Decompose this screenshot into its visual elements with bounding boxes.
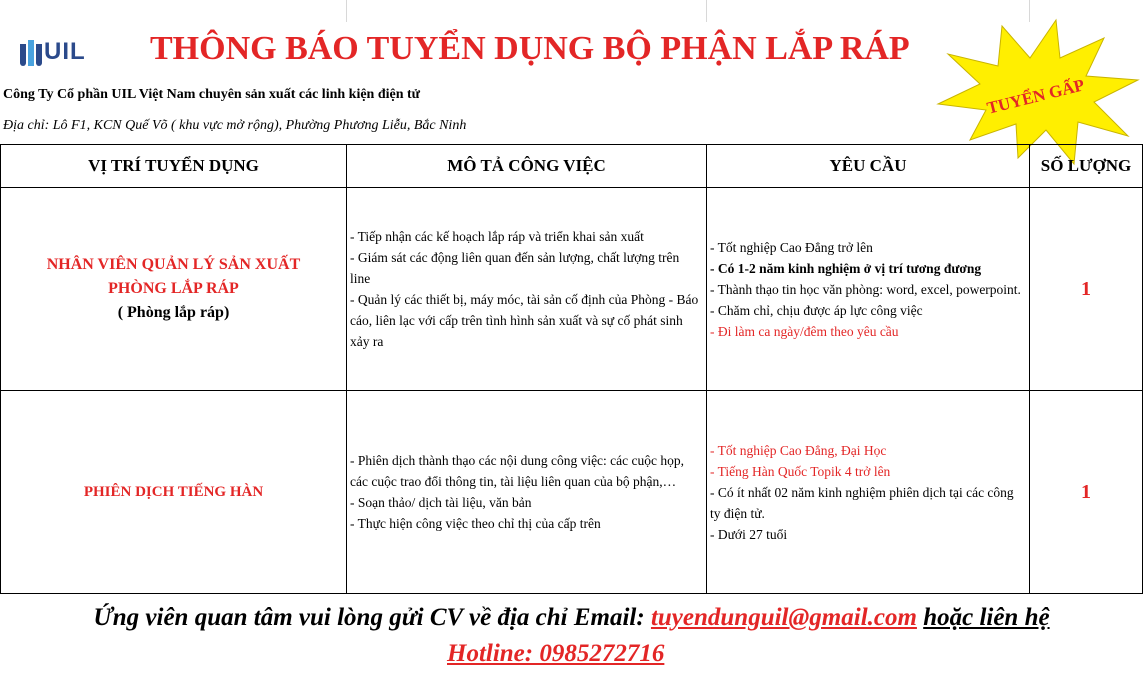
position-cell — [1, 188, 347, 391]
position-department: ( Phòng lắp ráp) — [117, 304, 230, 321]
requirement-item: - Thành thạo tin học văn phòng: word, excel, powerpoint. — [710, 281, 1021, 297]
table-row — [1, 188, 1143, 391]
logo-mark-icon — [20, 38, 42, 66]
table-header-row — [1, 145, 1143, 188]
position-title: PHIÊN DỊCH TIẾNG HÀN — [83, 483, 264, 500]
requirement-item: - Đi làm ca ngày/đêm theo yêu cầu — [710, 323, 899, 339]
header-position: VỊ TRÍ TUYỂN DỤNG — [1, 145, 347, 188]
description-item: - Thực hiện công việc theo chỉ thị của cấp trên — [350, 516, 601, 531]
description-item: - Giám sát các động liên quan đến sản lượng, chất lượng trên line — [350, 250, 680, 286]
description-item: - Tiếp nhận các kế hoạch lắp ráp và triển khai sản xuất — [350, 229, 644, 244]
requirement-item: - Tiếng Hàn Quốc Topik 4 trở lên — [710, 463, 891, 479]
quantity-cell: 1 — [1030, 188, 1143, 391]
footer-contact-line — [0, 604, 1143, 632]
header-quantity: SỐ LƯỢNG — [1030, 145, 1143, 188]
requirement-item: - Tốt nghiệp Cao Đẳng, Đại Học — [710, 442, 887, 458]
quantity-cell: 1 — [1030, 391, 1143, 594]
requirement-item: - Chăm chỉ, chịu được áp lực công việc — [710, 302, 923, 318]
requirement-item: - Tốt nghiệp Cao Đẳng trở lên — [710, 239, 873, 255]
company-description: Công Ty Cổ phần UIL Việt Nam chuyên sản xuất các linh kiện điện tử — [3, 87, 421, 102]
contact-text: hoặc liên hệ — [923, 604, 1050, 631]
description-item: - Soạn thảo/ dịch tài liệu, văn bản — [350, 495, 532, 510]
hotline-text: Hotline: 0985272716 — [447, 640, 665, 667]
table-row — [1, 391, 1143, 594]
recruitment-table — [0, 144, 1143, 594]
logo-text: UIL — [44, 38, 86, 65]
email-link[interactable]: tuyendunguil@gmail.com — [650, 604, 917, 631]
position-title-line2: PHÒNG LẮP RÁP — [108, 280, 239, 297]
position-title: NHÂN VIÊN QUẢN LÝ SẢN XUẤT — [46, 256, 301, 273]
page-title: THÔNG BÁO TUYỂN DỤNG BỘ PHẬN LẮP RÁP — [150, 30, 910, 67]
description-item: - Phiên dịch thành thạo các nội dung công việc: các cuộc họp, các cuộc trao đổi thông tin, tài liệu liên quan của bộ phận,… — [350, 453, 685, 489]
requirement-item: - Có 1-2 năm kinh nghiệm ở vị trí tương đương — [710, 260, 982, 276]
header-requirements: YÊU CẦU — [707, 145, 1030, 188]
requirement-item: - Dưới 27 tuổi — [710, 526, 788, 542]
description-item: - Quản lý các thiết bị, máy móc, tài sản cố định của Phòng - Báo cáo, liên lạc với cấp trên tình hình sản xuất và sự cố phát sinh xảy ra — [350, 292, 699, 349]
company-logo — [20, 36, 86, 68]
requirements-cell — [707, 391, 1030, 594]
requirement-item: - Có ít nhất 02 năm kinh nghiệm phiên dịch tại các công ty điện tử. — [710, 484, 1014, 521]
description-cell — [347, 391, 707, 594]
description-cell — [347, 188, 707, 391]
footer-text: Ứng viên quan tâm vui lòng gửi CV về địa chỉ Email: — [93, 604, 645, 631]
company-address: Địa chỉ: Lô F1, KCN Quế Võ ( khu vực mở rộng), Phường Phương Liễu, Bắc Ninh — [3, 118, 467, 133]
position-cell — [1, 391, 347, 594]
requirements-cell — [707, 188, 1030, 391]
header-description: MÔ TẢ CÔNG VIỆC — [347, 145, 707, 188]
urgent-badge-text: TUYỂN GẤP — [984, 75, 1087, 118]
